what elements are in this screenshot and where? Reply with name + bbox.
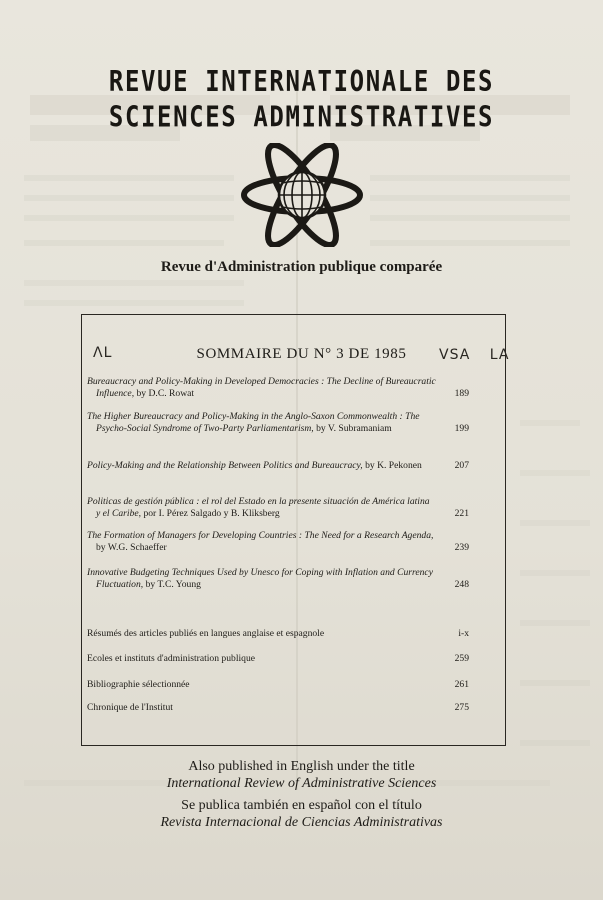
article-author: by D.C. Rowat [136,387,195,399]
article-author: by T.C. Young [145,578,201,590]
article-author: por I. Pérez Salgado y B. Kliksberg [143,507,280,519]
handwritten-mark-right: VSA LA [439,347,510,363]
section-page: 261 [454,679,469,690]
english-edition-note: Also published in English under the title [188,759,415,774]
section-label: Bibliographie sélectionnée [87,679,190,690]
section-page: i-x [458,628,469,639]
journal-title [0,64,603,135]
article-page: 199 [454,422,469,434]
article-page: 239 [454,541,469,553]
atom-globe-emblem-icon [241,143,363,247]
spanish-edition-note: Se publica también en español con el título [181,798,422,813]
toc-article[interactable] [87,567,469,590]
english-edition-title: International Review of Administrative Sciences [166,776,437,791]
article-title: Policy-Making and the Relationship Between Politics and Bureaucracy, [87,460,363,471]
handwritten-mark-left: ᐱᒪ [93,345,113,361]
journal-subtitle: Revue d'Administration publique comparée [160,259,443,275]
toc-section[interactable] [87,702,469,713]
article-page: 248 [454,578,469,590]
article-title: Politicas de gestión pública : el rol del Estado en la presente situación de América latina y el Caribe, [87,496,430,519]
journal-title-line-1: REVUE INTERNATIONALE DES [108,65,495,99]
section-label: Ecoles et instituts d'administration publique [87,653,255,664]
article-page: 207 [454,460,469,471]
article-title: Innovative Budgeting Techniques Used by Unesco for Coping with Inflation and Currency Fluctuation, [87,567,433,590]
article-title: The Higher Bureaucracy and Policy-Making in the Anglo-Saxon Commonwealth : The Psycho-Social Syndrome of Two-Party Parliamentarism, [87,411,420,434]
toc-article[interactable] [87,411,469,434]
toc-section[interactable] [87,653,469,664]
toc-section[interactable] [87,679,469,690]
section-label: Chronique de l'Institut [87,702,173,713]
section-label: Résumés des articles publiés en langues anglaise et espagnole [87,628,325,639]
toc-article[interactable] [87,460,469,472]
section-page: 259 [454,653,469,664]
toc-article[interactable] [87,530,469,553]
contents-heading: SOMMAIRE DU N° 3 DE 1985 [196,346,407,362]
toc-article[interactable] [87,496,469,519]
article-title: Bureaucracy and Policy-Making in Developed Democracies : The Decline of Bureaucratic Influence, [87,376,436,399]
article-author: by K. Pekonen [365,460,422,471]
article-author: by V. Subramaniam [316,422,392,434]
article-title: The Formation of Managers for Developing Countries : The Need for a Research Agenda, [87,530,434,541]
toc-article[interactable] [87,376,469,399]
journal-title-line-2: SCIENCES ADMINISTRATIVES [108,100,495,134]
section-page: 275 [454,702,469,713]
spanish-edition-title: Revista Internacional de Ciencias Administrativas [160,815,443,830]
toc-section[interactable] [87,628,469,639]
article-author: by W.G. Schaeffer [96,541,167,553]
article-page: 189 [454,387,469,399]
article-page: 221 [454,507,469,519]
